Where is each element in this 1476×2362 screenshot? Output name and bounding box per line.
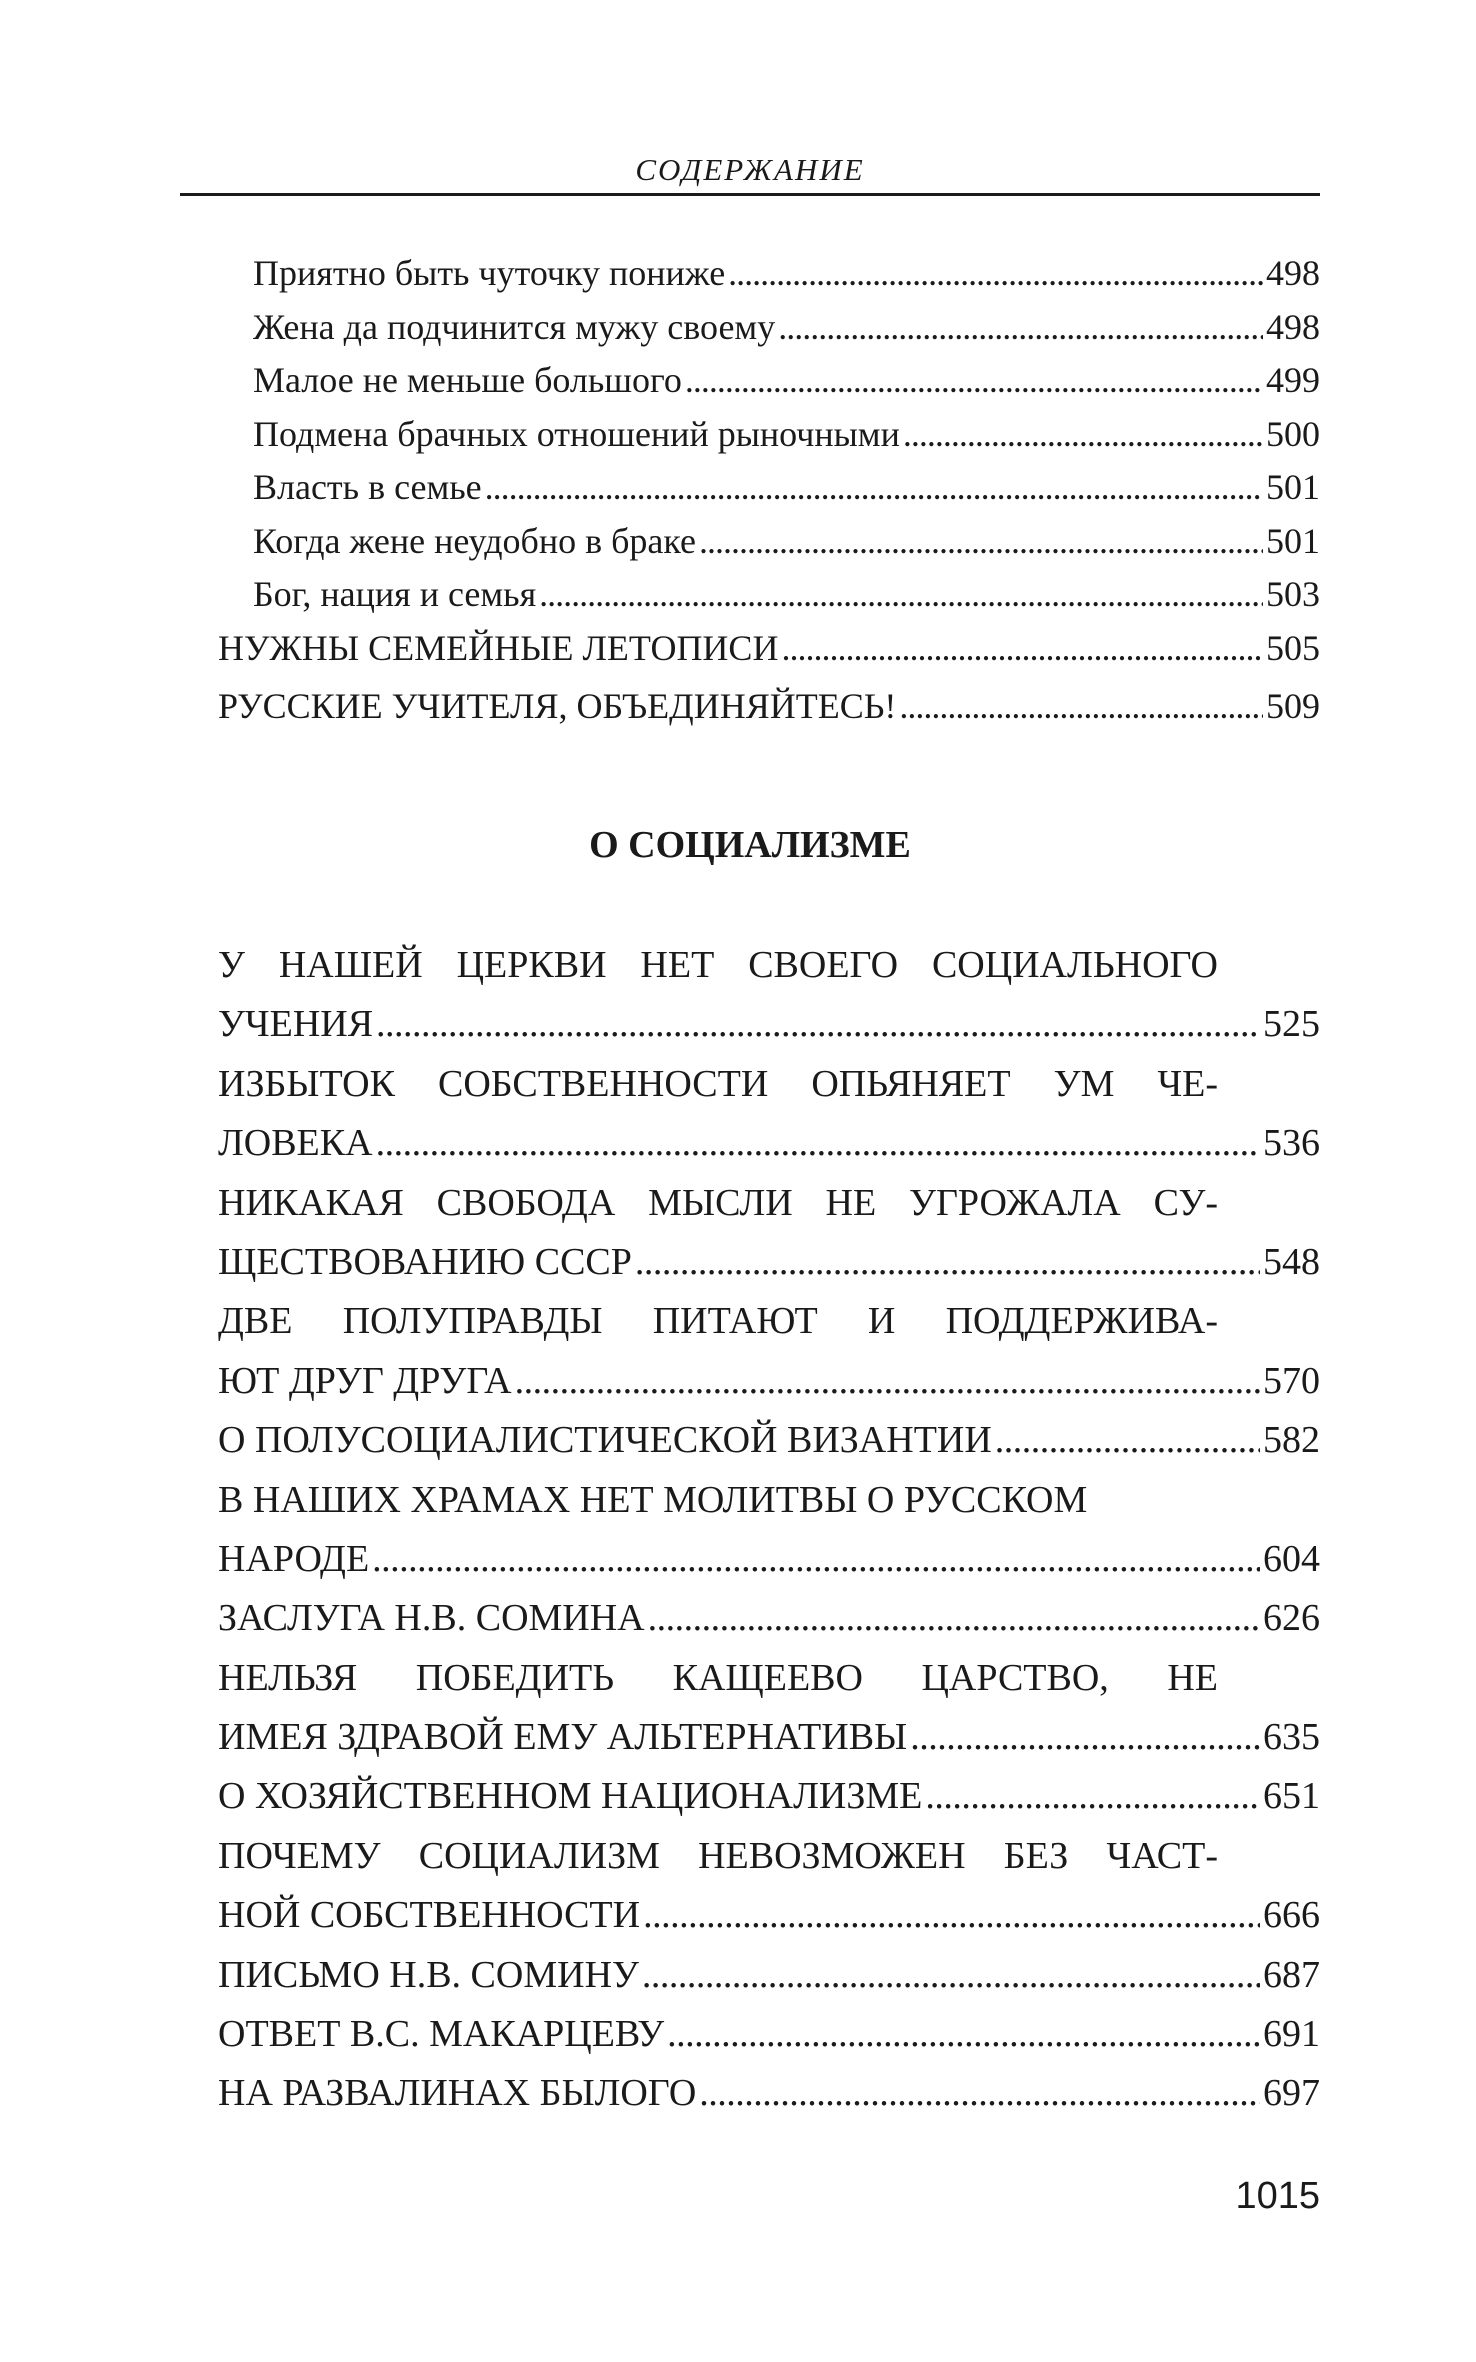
toc-entry-title: РУССКИЕ УЧИТЕЛЯ, ОБЪЕДИНЯЙТЕСЬ! (218, 685, 897, 726)
toc-entry-title: УЧЕНИЯ (218, 1003, 374, 1046)
toc-entry (218, 1774, 1320, 1833)
toc-entry-title: ПИСЬМО Н.В. СОМИНУ (218, 1953, 639, 1996)
toc-entry-title: Бог, нация и семья (253, 574, 537, 614)
toc-entry-page: 536 (1263, 1122, 1320, 1165)
toc-entry-lead-line: В НАШИХ ХРАМАХ НЕТ МОЛИТВЫ О РУССКОМ (218, 1478, 1088, 1521)
toc-entry-page: 604 (1263, 1537, 1320, 1580)
toc-entry (218, 520, 1320, 574)
dot-leader (642, 1953, 1260, 1997)
toc-entry-page: 501 (1266, 520, 1320, 561)
toc-entry-title: НОЙ СОБСТВЕННОСТИ (218, 1894, 641, 1937)
toc-entry (218, 943, 1320, 1062)
toc-list-socialism (218, 943, 1320, 2131)
dot-leader (781, 627, 1263, 669)
toc-entry-title: О ПОЛУСОЦИАЛИСТИЧЕСКОЙ ВИЗАНТИИ (218, 1419, 992, 1462)
toc-entry (218, 1953, 1320, 2012)
toc-entry-title: ЛОВЕКА (218, 1122, 373, 1165)
toc-entry-page: 666 (1263, 1894, 1320, 1937)
dot-leader (728, 252, 1263, 294)
toc-entry-title: Малое не меньше большого (253, 360, 682, 400)
toc-entry-title: ОТВЕТ В.С. МАКАРЦЕВУ (218, 2013, 665, 2056)
dot-leader (376, 1002, 1260, 1046)
dot-leader (635, 1240, 1260, 1284)
dot-leader (910, 1715, 1260, 1759)
page-number: 1015 (1235, 2175, 1320, 2217)
toc-entry-lead-line: ИЗБЫТОК СОБСТВЕННОСТИ ОПЬЯНЯЕТ УМ ЧЕ- (218, 1062, 1218, 1105)
toc-entry-title: ИМЕЯ ЗДРАВОЙ ЕМУ АЛЬТЕРНАТИВЫ (218, 1716, 908, 1759)
dot-leader (372, 1537, 1260, 1581)
dot-leader (643, 1893, 1260, 1937)
dot-leader (648, 1596, 1260, 1640)
toc-entry-page: 525 (1263, 1003, 1320, 1046)
toc-entry-lead-line: НЕЛЬЗЯ ПОБЕДИТЬ КАЩЕЕВО ЦАРСТВО, НЕ (218, 1656, 1218, 1699)
dot-leader (685, 359, 1263, 401)
toc-entry (218, 359, 1320, 413)
toc-entry-title: О ХОЗЯЙСТВЕННОМ НАЦИОНАЛИЗМЕ (218, 1775, 923, 1818)
running-head: СОДЕРЖАНИЕ (635, 152, 865, 187)
toc-entry (218, 466, 1320, 520)
toc-entry-title: ЮТ ДРУГ ДРУГА (218, 1359, 512, 1402)
dot-leader (699, 2071, 1260, 2115)
toc-entry-page: 505 (1266, 627, 1320, 668)
toc-entry-lead-line: У НАШЕЙ ЦЕРКВИ НЕТ СВОЕГО СОЦИАЛЬНОГО (218, 944, 1218, 986)
toc-entry-page: 509 (1266, 685, 1320, 726)
toc-entry (218, 685, 1320, 743)
dot-leader (515, 1359, 1260, 1403)
toc-entry-page: 503 (1266, 574, 1320, 614)
toc-entry-title: НА РАЗВАЛИНАХ БЫЛОГО (218, 2072, 697, 2115)
toc-entry (218, 2012, 1320, 2071)
header-rule (180, 193, 1320, 196)
dot-leader (539, 573, 1263, 615)
toc-entry-lead-line: ДВЕ ПОЛУПРАВДЫ ПИТАЮТ И ПОДДЕРЖИВА- (218, 1300, 1218, 1343)
toc-entry (218, 2071, 1320, 2130)
toc-entry (218, 413, 1320, 467)
toc-entry-page: 651 (1263, 1775, 1320, 1818)
toc-entry-page: 691 (1263, 2013, 1320, 2056)
toc-entry (218, 1834, 1320, 1953)
dot-leader (699, 520, 1263, 562)
toc-entry (218, 1656, 1320, 1775)
toc-entry-page: 570 (1263, 1359, 1320, 1402)
toc-entry-page: 500 (1266, 413, 1320, 454)
toc-entry-title: НУЖНЫ СЕМЕЙНЫЕ ЛЕТОПИСИ (218, 627, 779, 668)
toc-entry (218, 306, 1320, 360)
toc-entry (218, 1478, 1320, 1597)
dot-leader (899, 685, 1263, 727)
toc-entry-title: Приятно быть чуточку пониже (253, 253, 726, 293)
dot-leader (903, 413, 1263, 455)
toc-entry-title: Когда жене неудобно в браке (253, 520, 696, 561)
toc-entry-page: 499 (1266, 360, 1320, 400)
toc-entry (218, 1596, 1320, 1655)
toc-entry-page: 498 (1266, 253, 1320, 293)
toc-entry-title: Жена да подчинится мужу своему (253, 306, 776, 347)
dot-leader (376, 1121, 1260, 1165)
toc-entry-page: 626 (1263, 1597, 1320, 1640)
toc-entry-title: ЩЕСТВОВАНИЮ СССР (218, 1240, 632, 1283)
toc-entry-title: ЗАСЛУГА Н.В. СОМИНА (218, 1597, 645, 1640)
toc-entry (218, 1299, 1320, 1418)
toc-entry-title: Подмена брачных отношений рыночными (253, 413, 900, 454)
toc-entry-page: 687 (1263, 1953, 1320, 1996)
toc-entry-lead-line: ПОЧЕМУ СОЦИАЛИЗМ НЕВОЗМОЖЕН БЕЗ ЧАСТ- (218, 1834, 1218, 1877)
toc-entry-title: Власть в семье (253, 467, 482, 507)
toc-entry (218, 1418, 1320, 1477)
toc-entry-lead-line: НИКАКАЯ СВОБОДА МЫСЛИ НЕ УГРОЖАЛА СУ- (218, 1181, 1218, 1224)
toc-entry-title: НАРОДЕ (218, 1537, 370, 1580)
toc-entry-page: 498 (1266, 306, 1320, 347)
toc-entry-page: 501 (1266, 467, 1320, 507)
toc-entry (218, 252, 1320, 306)
toc-entry-page: 635 (1263, 1716, 1320, 1759)
section-title: О СОЦИАЛИЗМЕ (589, 824, 911, 866)
dot-leader (667, 2012, 1260, 2056)
toc-entry-page: 582 (1263, 1419, 1320, 1462)
dot-leader (925, 1774, 1260, 1818)
toc-entry (218, 627, 1320, 685)
toc-entry-page: 548 (1263, 1240, 1320, 1283)
dot-leader (485, 466, 1263, 508)
dot-leader (995, 1418, 1260, 1462)
toc-entry (218, 1062, 1320, 1181)
toc-entry-page: 697 (1263, 2072, 1320, 2115)
toc-entry (218, 1181, 1320, 1300)
toc-entry (218, 573, 1320, 627)
dot-leader (778, 306, 1263, 348)
toc-list-family (218, 252, 1320, 743)
